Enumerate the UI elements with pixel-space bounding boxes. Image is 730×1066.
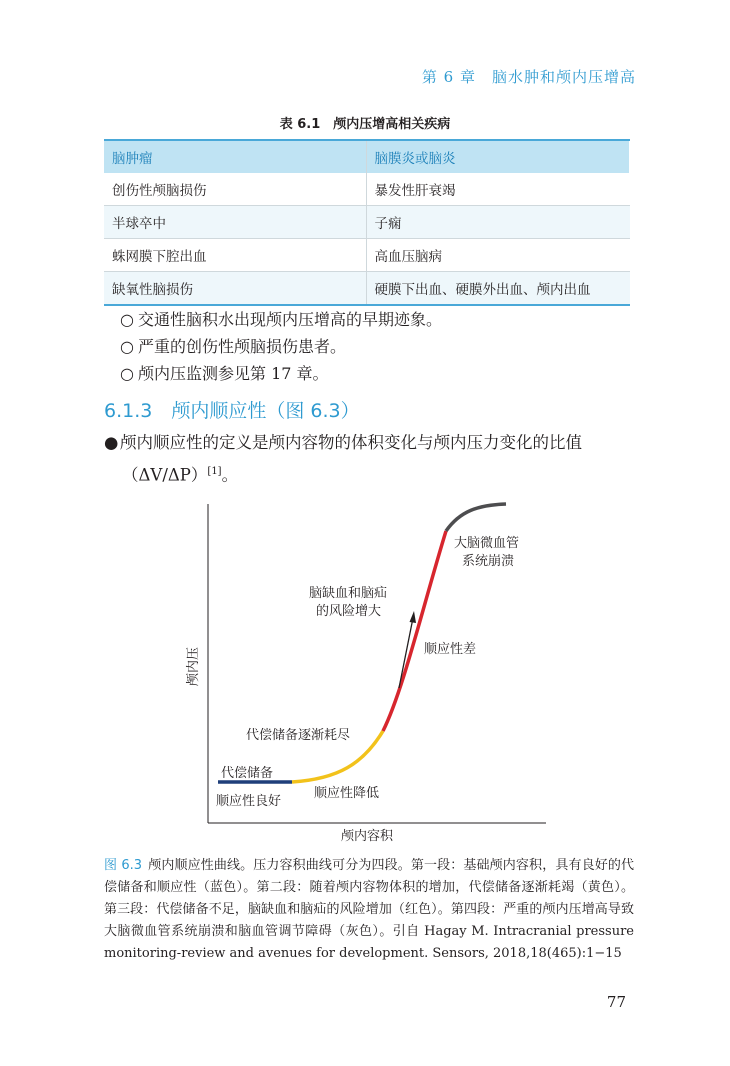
label-good-compliance: 顺应性良好: [216, 794, 282, 809]
label-collapse-1: 大脑微血管: [454, 536, 520, 551]
label-compensatory-reserve: 代偿储备: [221, 766, 274, 781]
running-header: 第 6 章 脑水肿和颅内压增高: [421, 68, 636, 86]
curve-gray-segment: [446, 504, 506, 531]
definition-paragraph: [104, 428, 640, 490]
circle-bullet-icon: ○: [120, 310, 134, 329]
column-header: 脑肿瘤: [104, 140, 366, 173]
caption-label: 图 6.3: [104, 858, 143, 873]
table-cell: 创伤性颅脑损伤: [104, 173, 366, 206]
table-title: 表 6.1 颅内压增高相关疾病: [279, 117, 451, 132]
table-cell: 缺氧性脑损伤: [104, 272, 366, 306]
compliance-figure: [178, 496, 558, 851]
column-header: 脑膜炎或脑炎: [366, 140, 630, 173]
figure-caption: [104, 855, 634, 965]
label-reserve-exhausting: 代偿储备逐渐耗尽: [246, 728, 351, 743]
list-item: [120, 360, 442, 387]
list-item-text: 交通性脑积水出现颅内压增高的早期迹象。: [138, 310, 443, 329]
table-row: [104, 206, 630, 239]
curve-red-segment: [383, 531, 446, 731]
arrow-head-icon: [410, 611, 417, 623]
table-row: [104, 173, 630, 206]
table-row: [104, 272, 630, 306]
caption-text: 颅内顺应性曲线。压力容积曲线可分为四段。第一段：基础颅内容积，具有良好的代偿储备和顺应性（蓝色）。第二段：随着颅内容物体积的增加，代偿储备逐渐耗竭（黄色）。第三段：代偿储备不足，脑缺血和脑疝的风险增加（红色）。第四段：严重的颅内压增高导致大脑微血管系统崩溃和脑血管调节障碍（灰色）。引自 Hagay M. Intracranial pressure monitoring-review and avenues for development. Sensors, 2018,18(465):1−15: [104, 858, 634, 961]
circle-bullet-icon: ○: [120, 364, 134, 383]
table-cell: 硬膜下出血、硬膜外出血、颅内出血: [366, 272, 630, 306]
y-axis-title: 颅内压: [186, 646, 201, 686]
list-item: [120, 306, 442, 333]
paragraph-line: [104, 457, 640, 490]
label-risk-1: 脑缺血和脑疝: [309, 586, 388, 601]
label-collapse-2: 系统崩溃: [462, 554, 515, 569]
paragraph-line: [104, 428, 640, 457]
label-reduced-compliance: 顺应性降低: [314, 786, 380, 801]
page-number: 77: [606, 993, 626, 1011]
section-heading: 6.1.3 颅内顺应性（图 6.3）: [104, 400, 360, 422]
reference-marker: [1]: [207, 466, 222, 477]
label-risk-2: 的风险增大: [316, 604, 382, 619]
disease-table: [104, 139, 630, 306]
formula-text: （ΔV/ΔP）: [122, 465, 208, 485]
table-row: [104, 239, 630, 272]
paragraph-text: 颅内顺应性的定义是颅内容物的体积变化与颅内压力变化的比值: [120, 433, 582, 452]
label-poor-compliance: 顺应性差: [424, 642, 477, 657]
table-cell: 暴发性肝衰竭: [366, 173, 630, 206]
x-axis-title: 颅内容积: [341, 829, 394, 844]
table-cell: 半球卒中: [104, 206, 366, 239]
bullet-list: [120, 306, 442, 387]
compliance-curve-diagram: [178, 496, 558, 851]
table-header-row: [104, 140, 630, 173]
paragraph-end: 。: [221, 465, 239, 485]
table-cell: 蛛网膜下腔出血: [104, 239, 366, 272]
circle-bullet-icon: ○: [120, 337, 134, 356]
list-item-text: 严重的创伤性颅脑损伤患者。: [138, 337, 347, 356]
list-item: [120, 333, 442, 360]
list-item-text: 颅内压监测参见第 17 章。: [138, 364, 329, 383]
dot-bullet-icon: ●: [104, 433, 119, 452]
table-cell: 子痫: [366, 206, 630, 239]
table-cell: 高血压脑病: [366, 239, 630, 272]
